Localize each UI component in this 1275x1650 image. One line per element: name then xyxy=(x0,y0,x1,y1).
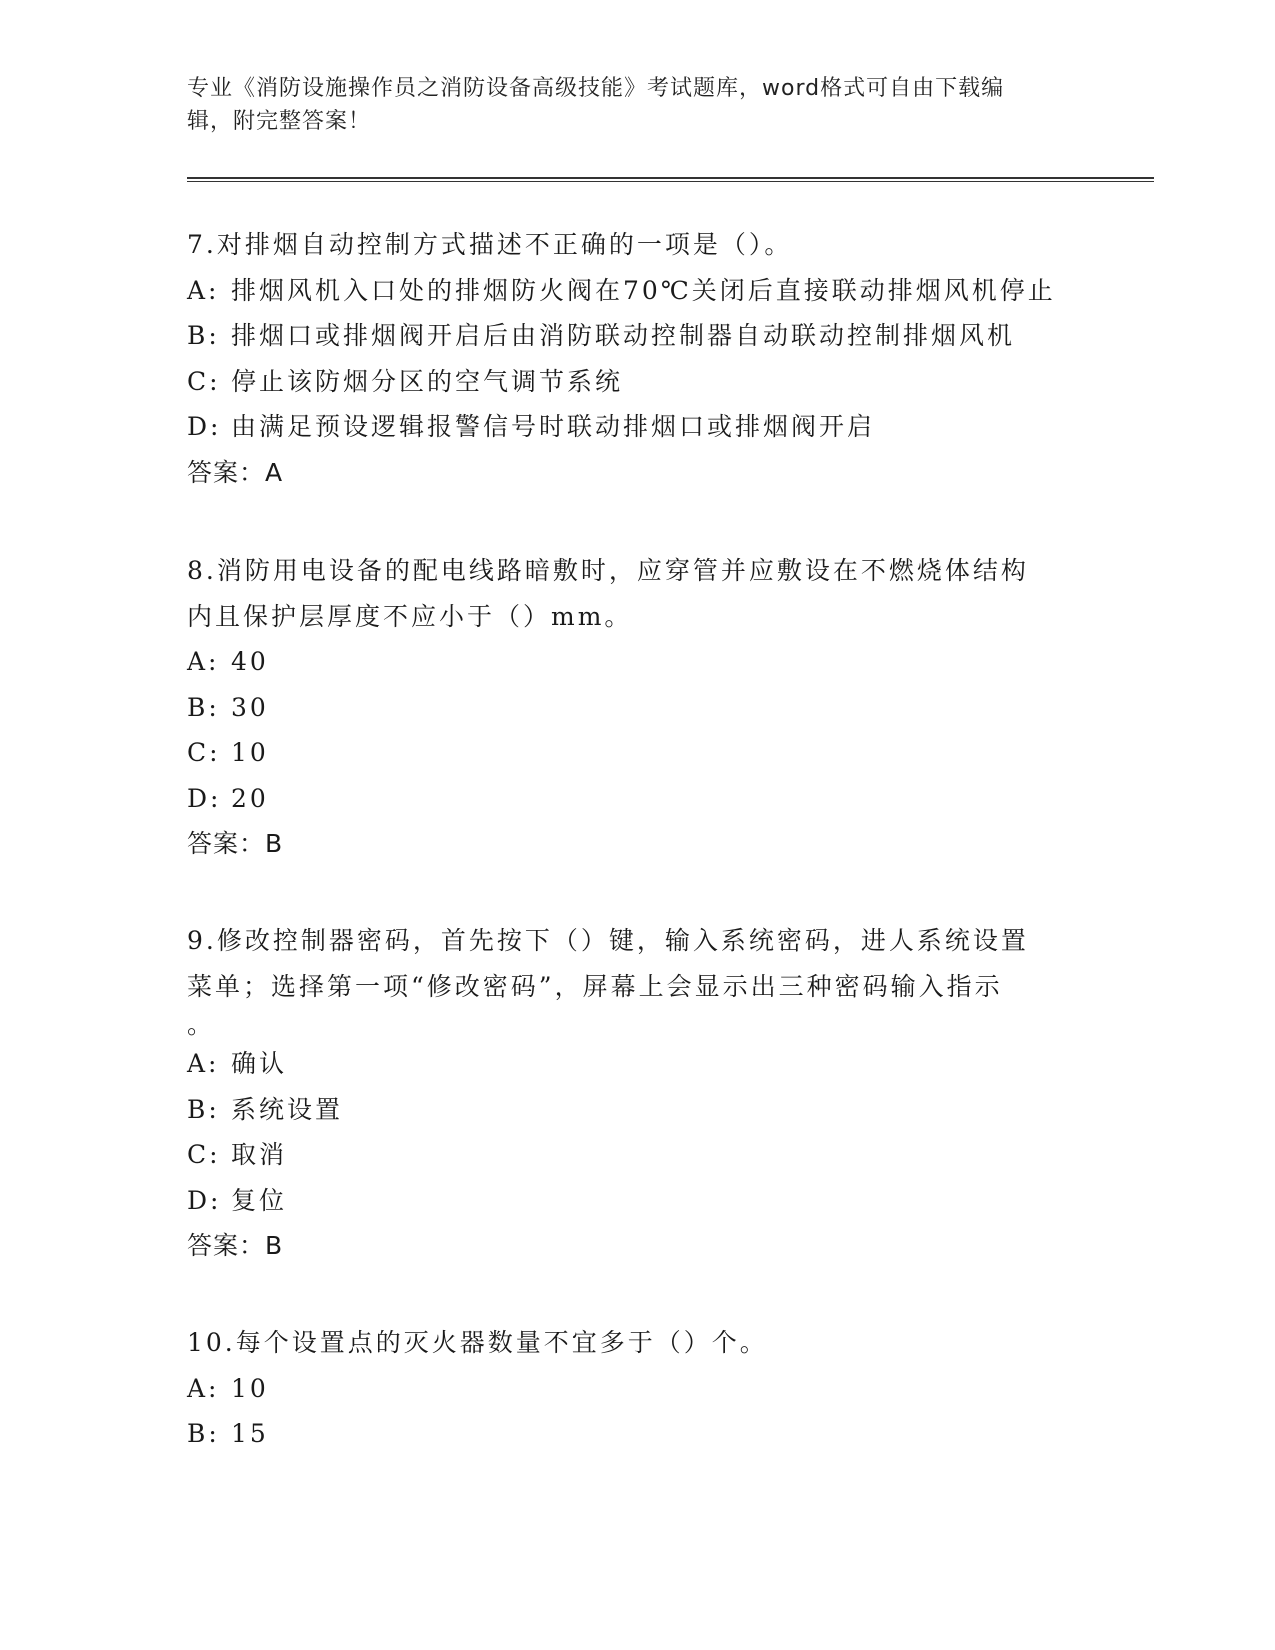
question-9 xyxy=(187,918,1087,1269)
option-key: D: xyxy=(187,1185,222,1215)
option-b xyxy=(187,685,1087,731)
option-text: 10 xyxy=(231,1373,269,1403)
option-key: B: xyxy=(187,321,220,350)
option-b xyxy=(187,1411,1087,1457)
question-7 xyxy=(187,222,1087,495)
option-b xyxy=(187,1087,1087,1133)
option-a xyxy=(187,639,1087,685)
option-text: 30 xyxy=(231,692,269,722)
option-text: 15 xyxy=(231,1419,269,1448)
option-key: C: xyxy=(187,738,221,767)
question-stem-line-2: 内且保护层厚度不应小于（）mm。 xyxy=(187,601,633,631)
option-text: 由满足预设逻辑报警信号时联动排烟口或排烟阀开启 xyxy=(231,412,876,441)
option-key: D: xyxy=(187,412,222,441)
question-stem: 7.对排烟自动控制方式描述不正确的一项是（）。 xyxy=(187,230,793,259)
document-header xyxy=(187,72,1067,138)
option-key: B: xyxy=(187,1419,220,1448)
option-a xyxy=(187,1041,1087,1087)
option-c xyxy=(187,1132,1087,1178)
option-text: 40 xyxy=(231,647,269,676)
answer-line: 答案：A xyxy=(187,457,284,487)
question-stem-line-3: 。 xyxy=(187,1010,216,1039)
option-key: A: xyxy=(187,1049,220,1078)
option-text: 排烟风机入口处的排烟防火阀在70℃关闭后直接联动排烟风机停止 xyxy=(231,275,1056,305)
option-d xyxy=(187,1178,1087,1224)
option-text: 排烟口或排烟阀开启后由消防联动控制器自动联动控制排烟风机 xyxy=(231,321,1016,350)
option-key: A: xyxy=(187,1373,220,1403)
option-text: 取消 xyxy=(231,1140,288,1169)
question-stem-line-1: 9.修改控制器密码，首先按下（）键，输入系统密码，进人系统设置 xyxy=(187,926,1029,955)
option-key: B: xyxy=(187,1094,220,1124)
option-text: 10 xyxy=(231,738,269,767)
option-d xyxy=(187,404,1087,450)
option-text: 复位 xyxy=(231,1185,288,1215)
option-b xyxy=(187,313,1087,359)
option-key: C: xyxy=(187,366,221,396)
header-divider xyxy=(187,177,1154,182)
option-key: D: xyxy=(187,783,222,813)
option-key: A: xyxy=(187,647,220,676)
option-key: C: xyxy=(187,1140,221,1169)
question-10 xyxy=(187,1320,1087,1457)
header-line-1: 专业《消防设施操作员之消防设备高级技能》考试题库，word格式可自由下载编 xyxy=(187,76,1005,101)
question-stem-line-1: 8.消防用电设备的配电线路暗敷时，应穿管并应敷设在不燃烧体结构 xyxy=(187,556,1029,585)
option-c xyxy=(187,730,1087,776)
option-c xyxy=(187,359,1087,405)
option-text: 20 xyxy=(231,783,269,813)
option-text: 停止该防烟分区的空气调节系统 xyxy=(231,366,624,396)
option-key: A: xyxy=(187,275,220,305)
answer-line: 答案：B xyxy=(187,1231,284,1260)
option-d xyxy=(187,776,1087,822)
option-a xyxy=(187,1366,1087,1412)
option-a xyxy=(187,268,1087,314)
option-text: 确认 xyxy=(231,1049,288,1078)
option-text: 系统设置 xyxy=(231,1094,344,1124)
question-8 xyxy=(187,548,1087,867)
question-stem: 10.每个设置点的灭火器数量不宜多于（）个。 xyxy=(187,1328,768,1357)
question-stem-line-2: 菜单；选择第一项“修改密码”，屏幕上会显示出三种密码输入指示 xyxy=(187,971,1003,1001)
answer-line: 答案：B xyxy=(187,829,284,858)
header-line-2: 辑，附完整答案！ xyxy=(187,109,372,134)
option-key: B: xyxy=(187,692,220,722)
